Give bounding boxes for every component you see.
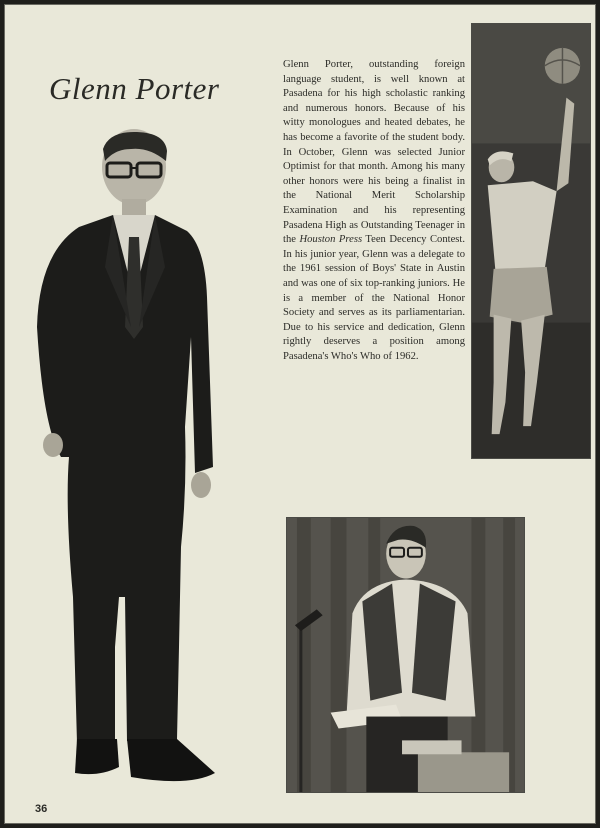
yearbook-page — [4, 4, 596, 824]
biography-text — [283, 58, 465, 364]
bio-part-1: Glenn Porter, outstanding foreign language student, is well known at Pasadena for his high scholastic ranking and numerous honors. Because of his witty monologues and heated debates, he has become a favorite of the student body. In October, Glenn was selected Junior Optimist for that month. Among his many other honors were his being a finalist in the National Merit Scholarship Examination and his representing Pasadena High as Outstanding Teenager in the — [283, 59, 465, 246]
portrait-photo — [19, 127, 225, 801]
page-title: Glenn Porter — [49, 71, 220, 106]
basketball-photo — [471, 23, 591, 459]
speaking-photo — [286, 517, 525, 793]
bio-part-2: Teen Decency Contest. In his junior year, Glenn was a delegate to the 1961 session of Boys' State in Austin and was one of six top-ranking juniors. He is a member of the National Honor Society and serves as its parliamentarian. Due to his service and dedication, Glenn rightly deserves a position among Pasadena's Who's Who of 1962. — [283, 234, 465, 362]
newspaper-name: Houston Press — [299, 234, 363, 246]
page-number: 36 — [35, 803, 48, 815]
